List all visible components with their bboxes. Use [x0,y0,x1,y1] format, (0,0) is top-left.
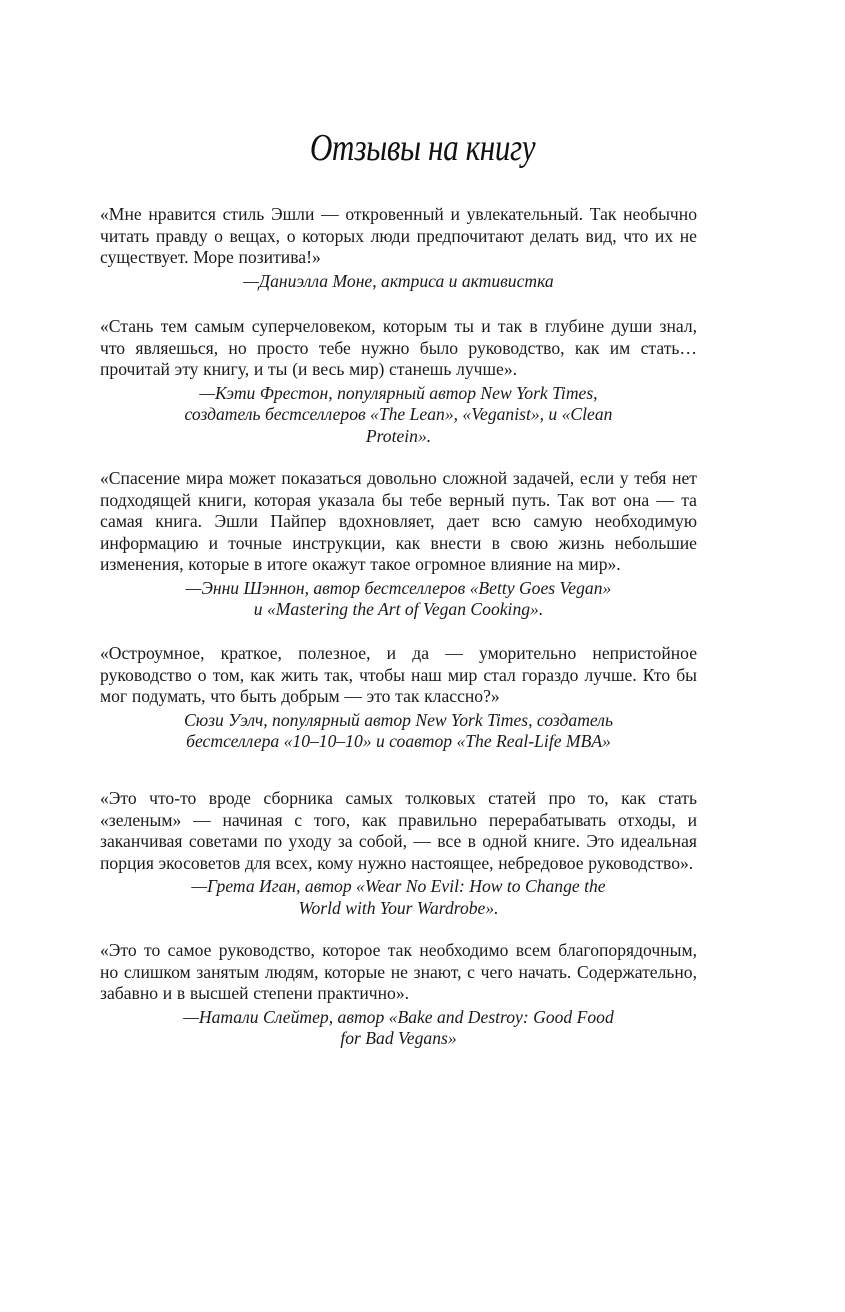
attribution-line: —Даниэлла Моне, актриса и активистка [243,270,554,291]
attribution-line: —Кэти Фрестон, популярный автор New York Times, [199,382,598,403]
attribution-line: —Грета Иган, автор «Wear No Evil: How to Change the [191,876,606,896]
page-title: Отзывы на книгу [309,127,536,169]
review-attribution [100,271,697,293]
attribution-line: и «Mastering the Art of Vegan Cooking». [253,599,544,619]
review-3 [100,468,697,621]
review-attribution [100,710,697,753]
review-attribution [100,876,697,919]
attribution-line: —Энни Шэннон, автор бестселлеров «Betty Goes Vegan» [185,577,612,598]
attribution-line: создатель бестселлеров «The Lean», «Veganist», и «Clean [184,404,613,424]
attribution-line: Protein». [365,425,432,446]
review-quote: «Мне нравится стиль Эшли — откровенный и увлекательный. Так необычно читать правду о вещах, о которых люди предпочитают делать вид, что их не существует. Море позитива!» [100,204,697,267]
review-quote: «Стань тем самым суперчеловеком, которым ты и так в глубине души знал, что являешься, но просто тебе нужно было руководство, как им стать… прочитай эту книгу, и ты (и весь мир) станешь лучше». [100,316,697,379]
review-4 [100,643,697,753]
review-attribution [100,383,697,448]
attribution-line: бестселлера «10–10–10» и соавтор «The Real-Life MBA» [186,731,611,751]
review-attribution [100,578,697,621]
review-2 [100,316,697,447]
review-quote: «Это что-то вроде сборника самых толковых статей про то, как стать «зеленым» — начиная с того, как правильно перерабатывать отходы, и заканчивая советами по уходу за собой, — все в одной книге. Это идеальная порция экосоветов для всех, кому нужно настоящее, небредовое руководство». [100,788,697,873]
review-5 [100,788,697,919]
review-quote: «Это то самое руководство, которое так необходимо всем благопорядочным, но слишком занятым людям, которые не знают, с чего начать. Содержательно, забавно и в высшей степени практично». [100,940,697,1003]
review-quote: «Спасение мира может показаться довольно сложной задачей, если у тебя нет подходящей книги, которая указала бы тебе верный путь. Так вот она — та самая книга. Эшли Пайпер вдохновляет, дает всю самую необходимую информацию и точные инструкции, как внести в свою жизнь небольшие изменения, которые в итоге окажут такое огромное влияние на мир». [100,468,697,574]
attribution-line: for Bad Vegans» [340,1028,457,1048]
review-attribution [100,1007,697,1050]
attribution-line: World with Your Wardrobe». [298,897,499,918]
review-1 [100,204,697,292]
attribution-line: —Натали Слейтер, автор «Bake and Destroy: Good Food [183,1006,614,1027]
review-6 [100,940,697,1050]
attribution-line: Сюзи Уэлч, популярный автор New York Times, создатель [184,709,613,730]
review-quote: «Остроумное, краткое, полезное, и да — уморительно непристойное руководство о том, как жить так, чтобы наш мир стал гораздо лучше. Кто бы мог подумать, что быть добрым — это так классно?» [100,643,697,706]
